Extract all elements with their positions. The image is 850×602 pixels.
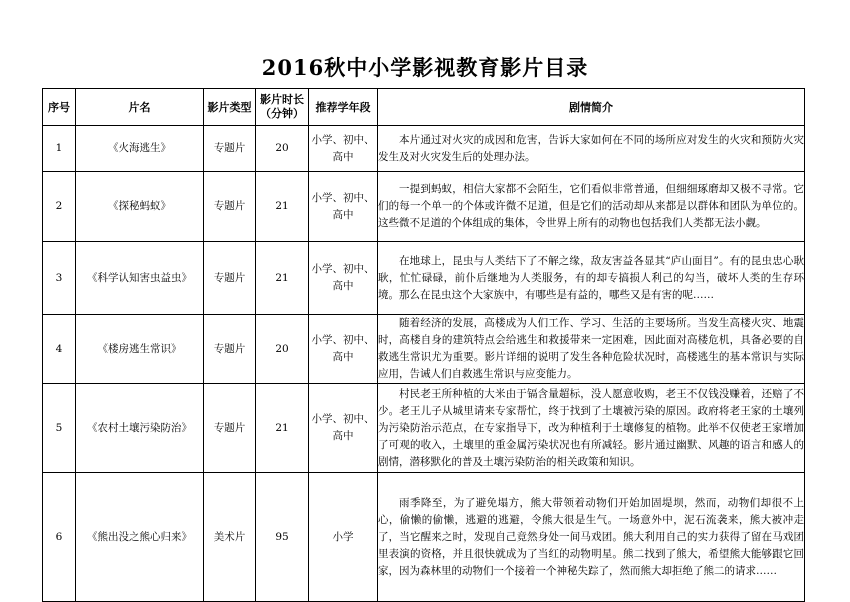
row-duration: 20 [256, 315, 309, 384]
row-film-name: 《火海逃生》 [76, 126, 204, 172]
row-duration: 21 [256, 172, 309, 242]
row-synopsis: 村民老王所种植的大米由于镉含量超标，没人愿意收购，老王不仅钱没赚着，还赔了不少。老王儿子从城里请来专家帮忙，终于找到了土壤被污染的原因。政府将老王家的土壤列为污染防治示范点，在专家指导下，改为种植利于土壤修复的植物。此举不仅使老王家增加了可观的收入，土壤里的重金属污染状况也有所减轻。影片通过幽默、风趣的语言和感人的剧情，潜移默化的普及土壤污染防治的相关政策和知识。 [378, 384, 805, 473]
row-index: 2 [43, 172, 76, 242]
table-header-row [43, 89, 805, 126]
row-duration: 21 [256, 242, 309, 315]
row-grade: 小学、初中、高中 [309, 172, 378, 242]
table-row [43, 315, 805, 384]
row-film-name: 《农村土壤污染防治》 [76, 384, 204, 473]
document-title: 2016秋中小学影视教育影片目录 [261, 55, 589, 80]
row-synopsis: 随着经济的发展，高楼成为人们工作、学习、生活的主要场所。当发生高楼火灾、地震时，高楼自身的建筑特点会给逃生和救援带来一定困难，因此面对高楼危机，具备必要的自救逃生常识尤为重要。影片详细的说明了发生各种危险状况时，高楼逃生的基本常识与实际应用，告诫人们自救逃生常识与应变能力。 [378, 315, 805, 384]
row-film-type: 专题片 [204, 172, 256, 242]
table-row [43, 384, 805, 473]
table-row [43, 242, 805, 315]
film-catalog-table [42, 88, 805, 602]
row-film-name: 《探秘蚂蚁》 [76, 172, 204, 242]
header-name: 片名 [76, 89, 204, 126]
row-index: 6 [43, 473, 76, 602]
row-film-name: 《科学认知害虫益虫》 [76, 242, 204, 315]
row-duration: 21 [256, 384, 309, 473]
row-film-type: 专题片 [204, 384, 256, 473]
row-grade: 小学、初中、高中 [309, 384, 378, 473]
row-index: 4 [43, 315, 76, 384]
row-duration: 95 [256, 473, 309, 602]
row-index: 3 [43, 242, 76, 315]
header-type: 影片类型 [204, 89, 256, 126]
table-row [43, 172, 805, 242]
row-film-name: 《熊出没之熊心归来》 [76, 473, 204, 602]
row-film-type: 美术片 [204, 473, 256, 602]
header-synopsis: 剧情简介 [378, 89, 805, 126]
row-grade: 小学 [309, 473, 378, 602]
row-grade: 小学、初中、高中 [309, 242, 378, 315]
header-index: 序号 [43, 89, 76, 126]
row-film-type: 专题片 [204, 242, 256, 315]
header-duration: 影片时长（分钟） [256, 89, 309, 126]
row-grade: 小学、初中、高中 [309, 126, 378, 172]
table-row [43, 473, 805, 602]
row-grade: 小学、初中、高中 [309, 315, 378, 384]
row-synopsis: 雨季降至，为了避免塌方，熊大带领着动物们开始加固堤坝，然而，动物们却很不上心，偷懒的偷懒，逃避的逃避，令熊大很是生气。一场意外中，泥石流袭来，熊大被冲走了，当它醒来之时，发现自己竟然身处一间马戏团。熊大利用自己的实力获得了留在马戏团里表演的资格，并且很快就成为了当红的动物明星。熊二找到了熊大，希望熊大能够跟它回家，因为森林里的动物们一个接着一个神秘失踪了，然而熊大却拒绝了熊二的请求…… [378, 473, 805, 602]
table-row [43, 126, 805, 172]
row-synopsis: 本片通过对火灾的成因和危害，告诉大家如何在不同的场所应对发生的火灾和预防火灾发生及对火灾发生后的处理办法。 [378, 126, 805, 172]
row-duration: 20 [256, 126, 309, 172]
row-synopsis: 一提到蚂蚁，相信大家都不会陌生，它们看似非常普通，但细细琢磨却又极不寻常。它们的每一个单一的个体或许微不足道，但是它们的活动却从来都是以群体和团队为单位的。这些微不足道的个体组成的集体，令世界上所有的动物也包括我们人类都无法小觑。 [378, 172, 805, 242]
row-synopsis: 在地球上，昆虫与人类结下了不解之缘，敌友害益各显其“庐山面目”。有的昆虫忠心耿耿，忙忙碌碌，前仆后继地为人类服务，有的却专搞损人利己的勾当，破坏人类的生存环境。那么在昆虫这个大家族中，有哪些是有益的，哪些又是有害的呢…… [378, 242, 805, 315]
row-film-type: 专题片 [204, 126, 256, 172]
header-grade: 推荐学年段 [309, 89, 378, 126]
row-film-type: 专题片 [204, 315, 256, 384]
row-index: 1 [43, 126, 76, 172]
row-film-name: 《楼房逃生常识》 [76, 315, 204, 384]
row-index: 5 [43, 384, 76, 473]
